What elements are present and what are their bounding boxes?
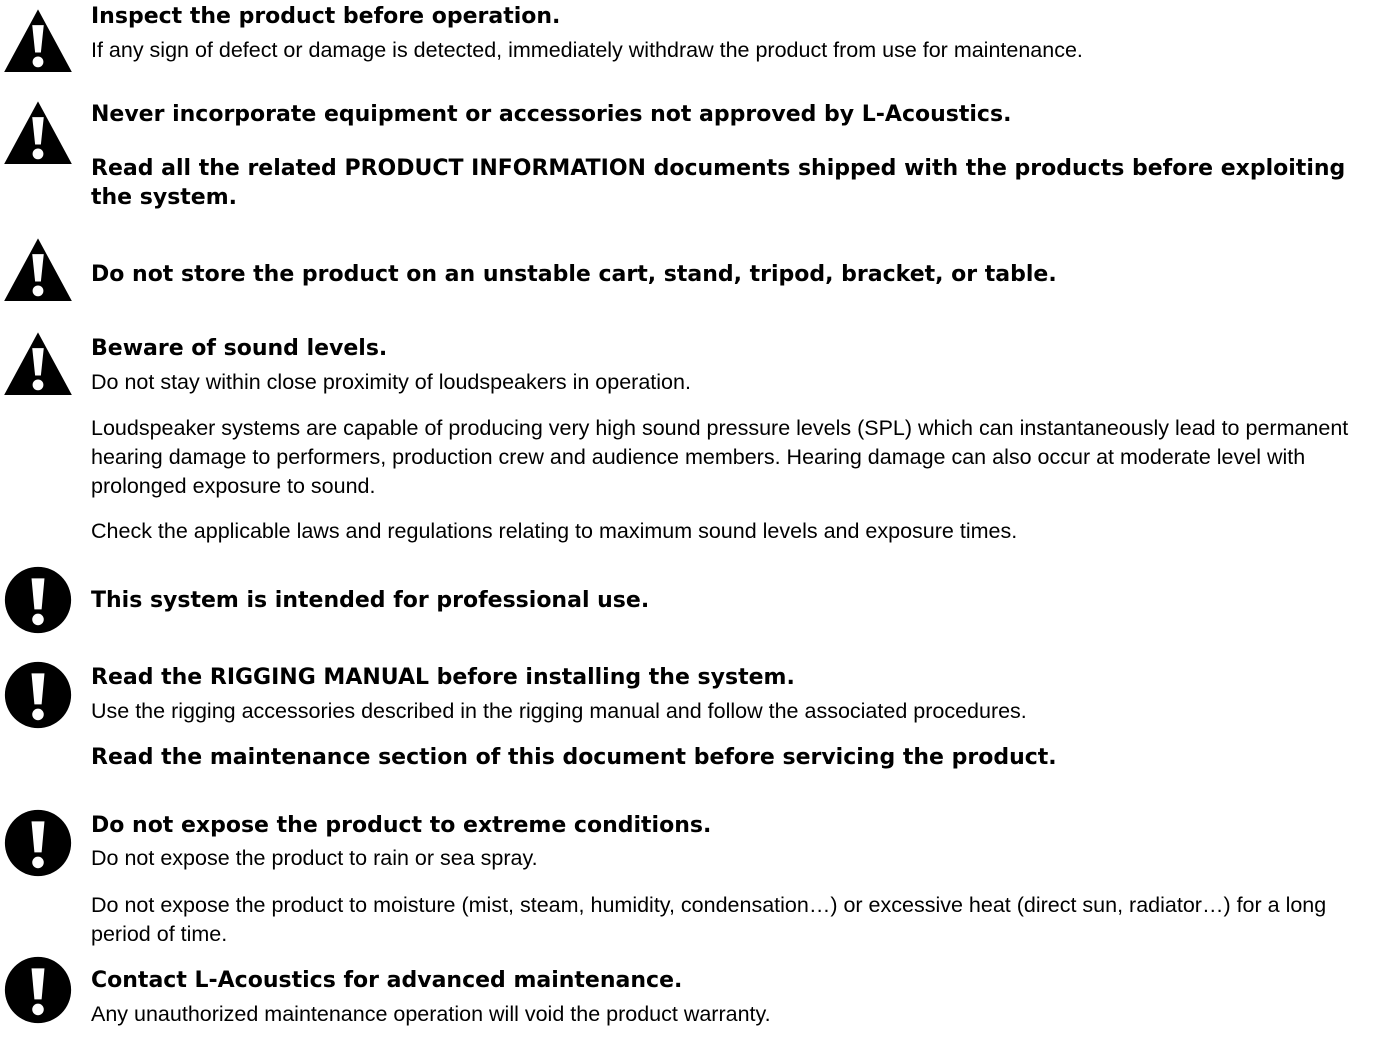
- approved-equipment-heading: Never incorporate equipment or accessories not approved by L-Acoustics.: [91, 102, 1012, 127]
- warning-triangle-icon: [2, 5, 74, 77]
- professional-use-heading: This system is intended for professional use.: [91, 588, 650, 613]
- maintenance-section-heading: Read the maintenance section of this document before servicing the product.: [91, 745, 1057, 770]
- inspect-heading: Inspect the product before operation.: [91, 4, 561, 29]
- warning-triangle-icon: [2, 234, 74, 306]
- mandatory-action-circle-icon: [2, 659, 74, 731]
- warning-triangle-icon: [2, 328, 74, 400]
- extreme-conditions-text-1: Do not expose the product to rain or sea spray.: [91, 846, 538, 870]
- sound-levels-text-1: Do not stay within close proximity of loudspeakers in operation.: [91, 370, 691, 394]
- advanced-maintenance-text: Any unauthorized maintenance operation will void the product warranty.: [91, 1002, 771, 1026]
- product-information-heading: Read all the related PRODUCT INFORMATION documents shipped with the products before exploiting the system.: [91, 156, 1346, 210]
- unstable-storage-heading: Do not store the product on an unstable cart, stand, tripod, bracket, or table.: [91, 262, 1057, 287]
- extreme-conditions-text-2: Do not expose the product to moisture (mist, steam, humidity, condensation…) or excessive heat (direct sun, radiator…) for a long period of time.: [91, 893, 1327, 946]
- sound-levels-text-3: Check the applicable laws and regulations relating to maximum sound levels and exposure times.: [91, 519, 1018, 543]
- sound-levels-text-2: Loudspeaker systems are capable of producing very high sound pressure levels (SPL) which can instantaneously lead to permanent hearing damage to performers, production crew and audience members. Hearing damage can also occur at moderate level with prolonged exposure to sound.: [91, 416, 1349, 498]
- warning-triangle-icon: [2, 97, 74, 169]
- mandatory-action-circle-icon: [2, 564, 74, 636]
- inspect-text: If any sign of defect or damage is detected, immediately withdraw the product from use for maintenance.: [91, 38, 1083, 62]
- sound-levels-heading: Beware of sound levels.: [91, 336, 388, 361]
- extreme-conditions-heading: Do not expose the product to extreme conditions.: [91, 813, 712, 838]
- mandatory-action-circle-icon: [2, 954, 74, 1026]
- mandatory-action-circle-icon: [2, 807, 74, 879]
- advanced-maintenance-heading: Contact L-Acoustics for advanced maintenance.: [91, 968, 683, 993]
- rigging-manual-text: Use the rigging accessories described in the rigging manual and follow the associated procedures.: [91, 699, 1027, 723]
- rigging-manual-heading: Read the RIGGING MANUAL before installing the system.: [91, 665, 795, 690]
